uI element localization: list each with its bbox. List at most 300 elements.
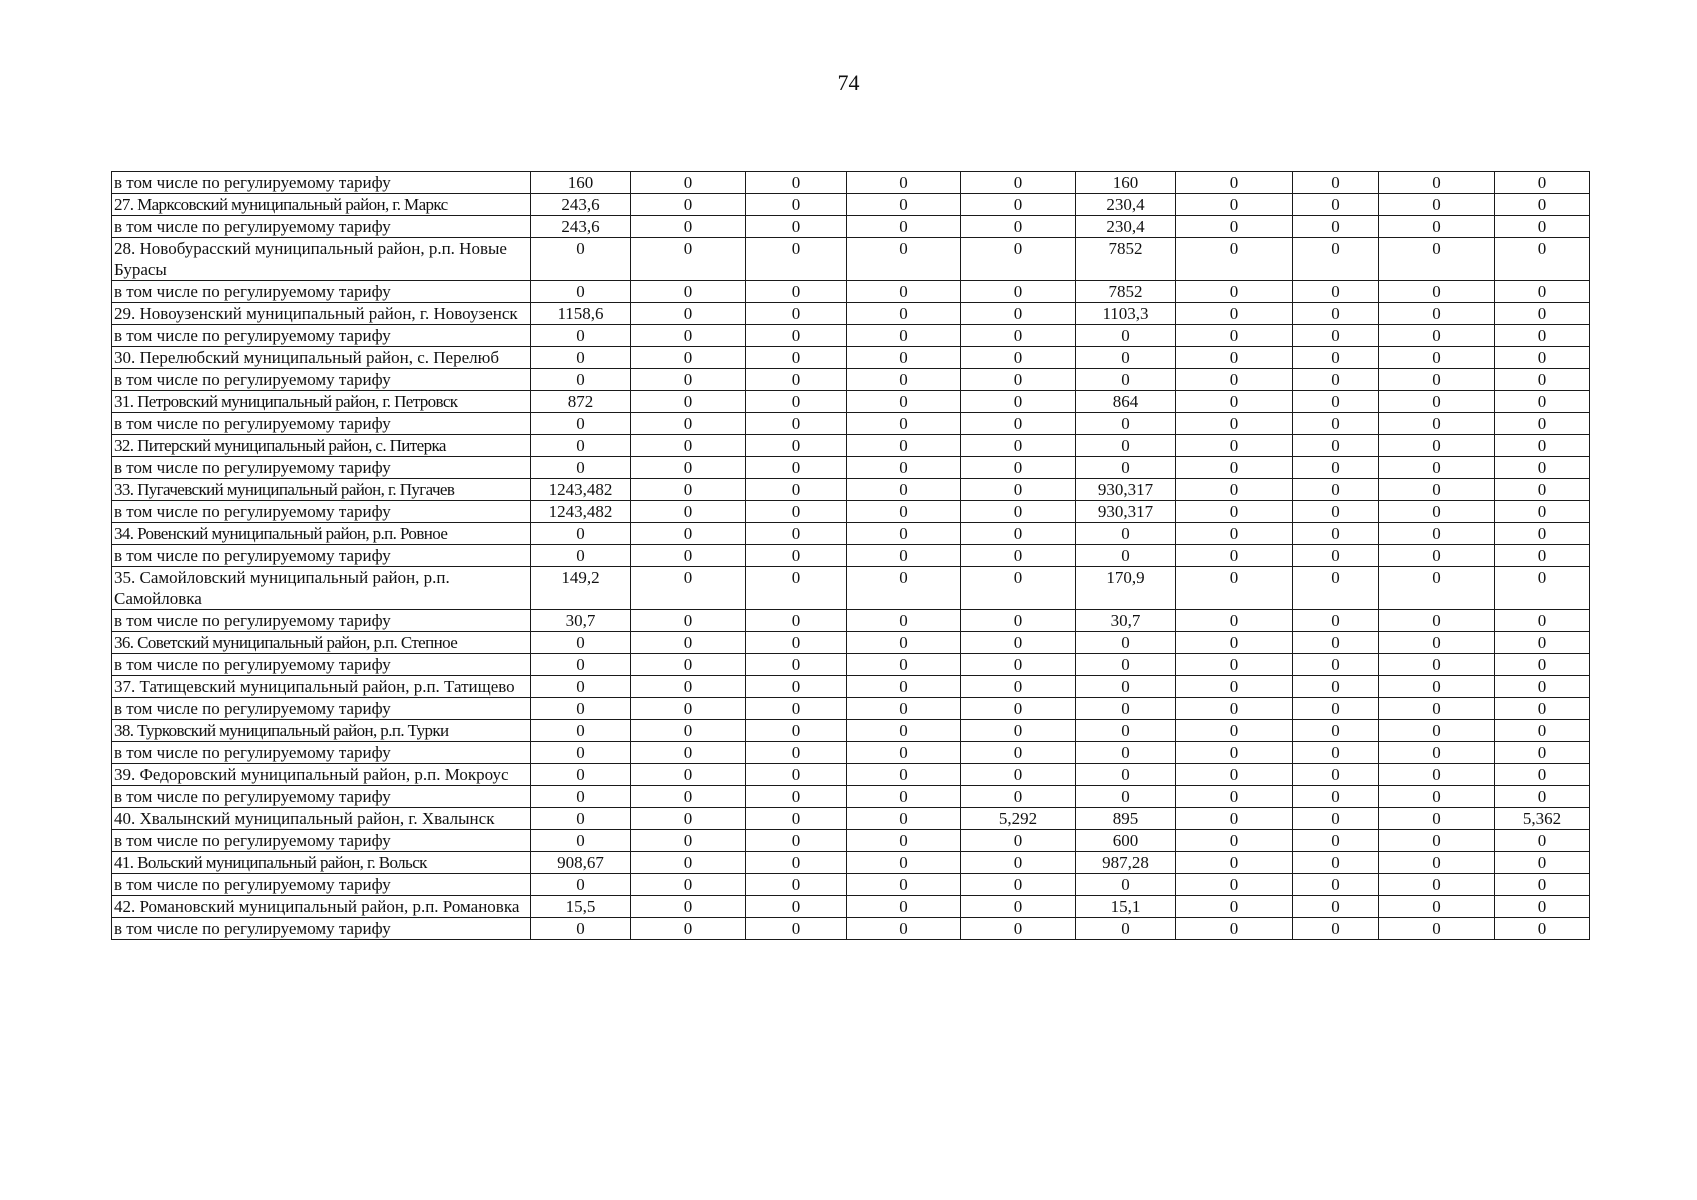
value-cell: 0: [847, 457, 961, 479]
value-cell: 0: [1293, 567, 1379, 610]
value-cell: 0: [1176, 238, 1293, 281]
value-cell: 0: [961, 764, 1076, 786]
value-cell: 0: [847, 764, 961, 786]
value-cell: 0: [1379, 369, 1495, 391]
value-cell: 0: [1379, 281, 1495, 303]
value-cell: 0: [847, 676, 961, 698]
value-cell: 0: [961, 369, 1076, 391]
value-cell: 0: [631, 786, 746, 808]
value-cell: 0: [1379, 413, 1495, 435]
value-cell: 0: [961, 325, 1076, 347]
value-cell: 0: [847, 238, 961, 281]
value-cell: 0: [1176, 435, 1293, 457]
value-cell: 0: [1379, 457, 1495, 479]
value-cell: 930,317: [1076, 479, 1176, 501]
value-cell: 0: [847, 172, 961, 194]
value-cell: 0: [961, 918, 1076, 940]
value-cell: 872: [531, 391, 631, 413]
value-cell: 0: [1379, 391, 1495, 413]
value-cell: 0: [1076, 654, 1176, 676]
value-cell: 0: [1379, 172, 1495, 194]
value-cell: 0: [1293, 896, 1379, 918]
value-cell: 0: [631, 545, 746, 567]
value-cell: 0: [961, 545, 1076, 567]
value-cell: 0: [961, 413, 1076, 435]
row-label: в том числе по регулируемому тарифу: [112, 742, 531, 764]
value-cell: 0: [746, 501, 847, 523]
value-cell: 0: [631, 238, 746, 281]
value-cell: 0: [531, 654, 631, 676]
value-cell: 0: [746, 676, 847, 698]
value-cell: 0: [847, 830, 961, 852]
value-cell: 0: [1293, 501, 1379, 523]
value-cell: 5,292: [961, 808, 1076, 830]
value-cell: 0: [1076, 720, 1176, 742]
value-cell: 0: [847, 501, 961, 523]
value-cell: 0: [847, 281, 961, 303]
value-cell: 0: [961, 238, 1076, 281]
row-label: 32. Питерский муниципальный район, с. Питерка: [112, 435, 531, 457]
value-cell: 0: [847, 720, 961, 742]
value-cell: 0: [1076, 369, 1176, 391]
value-cell: 160: [1076, 172, 1176, 194]
value-cell: 230,4: [1076, 216, 1176, 238]
row-label: 41. Вольский муниципальный район, г. Вольск: [112, 852, 531, 874]
value-cell: 0: [1176, 194, 1293, 216]
value-cell: 0: [631, 808, 746, 830]
table-row: [112, 830, 1590, 852]
value-cell: 0: [1495, 742, 1590, 764]
value-cell: 0: [531, 676, 631, 698]
value-cell: 864: [1076, 391, 1176, 413]
value-cell: 0: [847, 325, 961, 347]
value-cell: 0: [1379, 896, 1495, 918]
value-cell: 0: [961, 501, 1076, 523]
value-cell: 987,28: [1076, 852, 1176, 874]
row-label: 42. Романовский муниципальный район, р.п. Романовка: [112, 896, 531, 918]
value-cell: 0: [847, 369, 961, 391]
value-cell: 0: [1176, 610, 1293, 632]
value-cell: 0: [631, 303, 746, 325]
value-cell: 0: [1379, 830, 1495, 852]
value-cell: 0: [961, 523, 1076, 545]
table-row: [112, 501, 1590, 523]
table-row: [112, 676, 1590, 698]
table-row: [112, 808, 1590, 830]
value-cell: 0: [1495, 238, 1590, 281]
value-cell: 0: [961, 194, 1076, 216]
value-cell: 0: [1379, 676, 1495, 698]
row-label: в том числе по регулируемому тарифу: [112, 281, 531, 303]
value-cell: 0: [1495, 501, 1590, 523]
value-cell: 0: [961, 742, 1076, 764]
value-cell: 0: [961, 786, 1076, 808]
value-cell: 0: [631, 369, 746, 391]
value-cell: 0: [1495, 479, 1590, 501]
value-cell: 0: [531, 369, 631, 391]
value-cell: 0: [1176, 852, 1293, 874]
row-label: в том числе по регулируемому тарифу: [112, 501, 531, 523]
value-cell: 0: [746, 238, 847, 281]
row-label: в том числе по регулируемому тарифу: [112, 172, 531, 194]
value-cell: 0: [1176, 720, 1293, 742]
value-cell: 0: [1176, 742, 1293, 764]
value-cell: 0: [531, 742, 631, 764]
row-label: в том числе по регулируемому тарифу: [112, 654, 531, 676]
value-cell: 0: [1379, 523, 1495, 545]
row-label: 29. Новоузенский муниципальный район, г. Новоузенск: [112, 303, 531, 325]
value-cell: 0: [1495, 632, 1590, 654]
value-cell: 170,9: [1076, 567, 1176, 610]
value-cell: 0: [1293, 413, 1379, 435]
value-cell: 7852: [1076, 281, 1176, 303]
value-cell: 0: [961, 281, 1076, 303]
value-cell: 0: [961, 216, 1076, 238]
row-label: 33. Пугачевский муниципальный район, г. Пугачев: [112, 479, 531, 501]
value-cell: 0: [847, 413, 961, 435]
value-cell: 0: [847, 698, 961, 720]
value-cell: 0: [1495, 654, 1590, 676]
value-cell: 0: [961, 852, 1076, 874]
value-cell: 0: [1379, 545, 1495, 567]
value-cell: 0: [961, 172, 1076, 194]
value-cell: 0: [631, 698, 746, 720]
value-cell: 0: [961, 567, 1076, 610]
value-cell: 0: [1379, 632, 1495, 654]
value-cell: 0: [746, 325, 847, 347]
value-cell: 1243,482: [531, 479, 631, 501]
row-label: в том числе по регулируемому тарифу: [112, 457, 531, 479]
page-number: 74: [837, 70, 860, 95]
value-cell: 0: [531, 238, 631, 281]
value-cell: 0: [1293, 238, 1379, 281]
table-row: [112, 457, 1590, 479]
value-cell: 0: [1176, 216, 1293, 238]
row-label: 31. Петровский муниципальный район, г. Петровск: [112, 391, 531, 413]
value-cell: 0: [631, 830, 746, 852]
value-cell: 0: [847, 545, 961, 567]
row-label: 37. Татищевский муниципальный район, р.п. Татищево: [112, 676, 531, 698]
value-cell: 0: [746, 918, 847, 940]
value-cell: 30,7: [1076, 610, 1176, 632]
value-cell: 0: [1076, 764, 1176, 786]
value-cell: 0: [847, 347, 961, 369]
value-cell: 0: [1379, 808, 1495, 830]
value-cell: 0: [961, 479, 1076, 501]
value-cell: 0: [1495, 698, 1590, 720]
table-row: [112, 698, 1590, 720]
value-cell: 0: [1379, 874, 1495, 896]
row-label: в том числе по регулируемому тарифу: [112, 216, 531, 238]
value-cell: 0: [631, 676, 746, 698]
value-cell: 0: [961, 347, 1076, 369]
value-cell: 0: [746, 369, 847, 391]
value-cell: 0: [1379, 918, 1495, 940]
value-cell: 0: [631, 852, 746, 874]
value-cell: 0: [961, 830, 1076, 852]
table-row: [112, 281, 1590, 303]
value-cell: 0: [1076, 698, 1176, 720]
value-cell: 0: [847, 632, 961, 654]
value-cell: 0: [746, 742, 847, 764]
value-cell: 149,2: [531, 567, 631, 610]
value-cell: 0: [1293, 325, 1379, 347]
value-cell: 0: [1076, 742, 1176, 764]
value-cell: 0: [1176, 786, 1293, 808]
value-cell: 0: [1176, 413, 1293, 435]
value-cell: 0: [1293, 369, 1379, 391]
value-cell: 0: [1379, 654, 1495, 676]
table-row: [112, 654, 1590, 676]
value-cell: 0: [1379, 698, 1495, 720]
value-cell: 0: [1293, 786, 1379, 808]
value-cell: 0: [1176, 698, 1293, 720]
value-cell: 0: [1176, 369, 1293, 391]
value-cell: 0: [1495, 852, 1590, 874]
value-cell: 0: [1495, 325, 1590, 347]
value-cell: 0: [1379, 479, 1495, 501]
value-cell: 0: [961, 610, 1076, 632]
value-cell: 0: [1495, 369, 1590, 391]
value-cell: 0: [1293, 918, 1379, 940]
value-cell: 0: [531, 830, 631, 852]
value-cell: 0: [1293, 347, 1379, 369]
row-label: 40. Хвалынский муниципальный район, г. Хвалынск: [112, 808, 531, 830]
value-cell: 0: [1293, 172, 1379, 194]
table-row: [112, 742, 1590, 764]
value-cell: 0: [531, 413, 631, 435]
value-cell: 0: [1076, 918, 1176, 940]
value-cell: 0: [746, 303, 847, 325]
value-cell: 0: [746, 808, 847, 830]
value-cell: 0: [847, 194, 961, 216]
value-cell: 1243,482: [531, 501, 631, 523]
value-cell: 0: [1176, 303, 1293, 325]
value-cell: 0: [531, 457, 631, 479]
value-cell: 0: [631, 610, 746, 632]
value-cell: 0: [1293, 303, 1379, 325]
value-cell: 0: [1293, 764, 1379, 786]
value-cell: 0: [1293, 830, 1379, 852]
table-row: [112, 347, 1590, 369]
value-cell: 0: [1495, 830, 1590, 852]
value-cell: 0: [1495, 764, 1590, 786]
value-cell: 0: [631, 523, 746, 545]
value-cell: 0: [1379, 216, 1495, 238]
value-cell: 0: [531, 786, 631, 808]
value-cell: 600: [1076, 830, 1176, 852]
value-cell: 0: [631, 720, 746, 742]
value-cell: 15,1: [1076, 896, 1176, 918]
value-cell: 0: [631, 742, 746, 764]
table-row: [112, 172, 1590, 194]
value-cell: 0: [746, 435, 847, 457]
value-cell: 0: [961, 391, 1076, 413]
value-cell: 1158,6: [531, 303, 631, 325]
value-cell: 0: [1293, 698, 1379, 720]
row-label: в том числе по регулируемому тарифу: [112, 874, 531, 896]
value-cell: 0: [1176, 545, 1293, 567]
value-cell: 0: [961, 457, 1076, 479]
value-cell: 0: [847, 742, 961, 764]
value-cell: 0: [746, 347, 847, 369]
value-cell: 0: [1176, 567, 1293, 610]
value-cell: 0: [1495, 523, 1590, 545]
value-cell: 0: [531, 720, 631, 742]
value-cell: 1103,3: [1076, 303, 1176, 325]
value-cell: 0: [1495, 172, 1590, 194]
value-cell: 0: [631, 764, 746, 786]
value-cell: 0: [1176, 172, 1293, 194]
value-cell: 0: [1293, 523, 1379, 545]
table-row: [112, 874, 1590, 896]
data-table: [111, 171, 1590, 940]
value-cell: 0: [746, 194, 847, 216]
row-label: в том числе по регулируемому тарифу: [112, 545, 531, 567]
value-cell: 0: [531, 808, 631, 830]
value-cell: 0: [631, 567, 746, 610]
value-cell: 0: [1176, 874, 1293, 896]
value-cell: 15,5: [531, 896, 631, 918]
value-cell: 0: [1293, 852, 1379, 874]
value-cell: 0: [531, 545, 631, 567]
value-cell: 0: [531, 764, 631, 786]
value-cell: 0: [1176, 391, 1293, 413]
value-cell: 0: [1495, 545, 1590, 567]
value-cell: 0: [631, 632, 746, 654]
value-cell: 0: [746, 764, 847, 786]
value-cell: 0: [847, 303, 961, 325]
value-cell: 0: [1293, 742, 1379, 764]
row-label: 39. Федоровский муниципальный район, р.п. Мокроус: [112, 764, 531, 786]
row-label: 27. Марксовский муниципальный район, г. Маркс: [112, 194, 531, 216]
value-cell: 0: [746, 852, 847, 874]
value-cell: 0: [1379, 347, 1495, 369]
value-cell: 0: [1293, 435, 1379, 457]
value-cell: 0: [531, 523, 631, 545]
value-cell: 30,7: [531, 610, 631, 632]
table-row: [112, 720, 1590, 742]
value-cell: 0: [847, 918, 961, 940]
table-row: [112, 852, 1590, 874]
value-cell: 0: [631, 172, 746, 194]
value-cell: 0: [961, 698, 1076, 720]
value-cell: 0: [746, 896, 847, 918]
value-cell: 0: [1379, 786, 1495, 808]
row-label: в том числе по регулируемому тарифу: [112, 369, 531, 391]
value-cell: 0: [1379, 325, 1495, 347]
value-cell: 0: [631, 216, 746, 238]
value-cell: 0: [631, 501, 746, 523]
value-cell: 0: [1293, 720, 1379, 742]
value-cell: 0: [631, 896, 746, 918]
value-cell: 0: [1076, 457, 1176, 479]
value-cell: 0: [847, 852, 961, 874]
table-row: [112, 216, 1590, 238]
value-cell: 0: [746, 567, 847, 610]
value-cell: 0: [531, 325, 631, 347]
value-cell: 0: [746, 391, 847, 413]
table-row: [112, 896, 1590, 918]
value-cell: 0: [746, 545, 847, 567]
table-row: [112, 238, 1590, 281]
value-cell: 0: [1176, 523, 1293, 545]
value-cell: 0: [847, 654, 961, 676]
value-cell: 0: [746, 479, 847, 501]
value-cell: 0: [631, 457, 746, 479]
value-cell: 0: [847, 216, 961, 238]
value-cell: 0: [1379, 567, 1495, 610]
value-cell: 160: [531, 172, 631, 194]
value-cell: 0: [746, 610, 847, 632]
table-row: [112, 391, 1590, 413]
value-cell: 0: [847, 435, 961, 457]
value-cell: 0: [1176, 764, 1293, 786]
value-cell: 0: [1495, 435, 1590, 457]
row-label: 34. Ровенский муниципальный район, р.п. Ровное: [112, 523, 531, 545]
value-cell: 0: [1379, 303, 1495, 325]
value-cell: 0: [531, 347, 631, 369]
value-cell: 0: [1379, 238, 1495, 281]
table-row: [112, 632, 1590, 654]
value-cell: 0: [746, 698, 847, 720]
value-cell: 0: [961, 720, 1076, 742]
value-cell: 0: [847, 786, 961, 808]
value-cell: 0: [746, 457, 847, 479]
row-label: 36. Советский муниципальный район, р.п. Степное: [112, 632, 531, 654]
value-cell: 0: [961, 303, 1076, 325]
value-cell: 0: [1076, 347, 1176, 369]
table-row: [112, 413, 1590, 435]
table-row: [112, 369, 1590, 391]
table-row: [112, 194, 1590, 216]
value-cell: 0: [746, 720, 847, 742]
value-cell: 0: [1379, 194, 1495, 216]
value-cell: 0: [1495, 281, 1590, 303]
value-cell: 0: [1176, 918, 1293, 940]
value-cell: 0: [1495, 347, 1590, 369]
value-cell: 5,362: [1495, 808, 1590, 830]
value-cell: 0: [1076, 413, 1176, 435]
value-cell: 0: [631, 654, 746, 676]
value-cell: 0: [1495, 216, 1590, 238]
value-cell: 0: [1293, 632, 1379, 654]
value-cell: 0: [631, 413, 746, 435]
row-label: в том числе по регулируемому тарифу: [112, 786, 531, 808]
row-label: 35. Самойловский муниципальный район, р.п. Самойловка: [112, 567, 531, 610]
value-cell: 0: [961, 676, 1076, 698]
value-cell: 0: [1076, 435, 1176, 457]
value-cell: 0: [1379, 764, 1495, 786]
value-cell: 0: [1495, 610, 1590, 632]
value-cell: 0: [631, 281, 746, 303]
value-cell: 0: [1495, 896, 1590, 918]
value-cell: 0: [847, 567, 961, 610]
value-cell: 0: [961, 654, 1076, 676]
value-cell: 930,317: [1076, 501, 1176, 523]
table-row: [112, 479, 1590, 501]
value-cell: 0: [631, 325, 746, 347]
value-cell: 0: [1176, 654, 1293, 676]
value-cell: 0: [1176, 896, 1293, 918]
value-cell: 0: [961, 632, 1076, 654]
value-cell: 0: [631, 479, 746, 501]
value-cell: 0: [1293, 874, 1379, 896]
row-label: в том числе по регулируемому тарифу: [112, 413, 531, 435]
value-cell: 0: [847, 896, 961, 918]
value-cell: 0: [1495, 413, 1590, 435]
value-cell: 7852: [1076, 238, 1176, 281]
